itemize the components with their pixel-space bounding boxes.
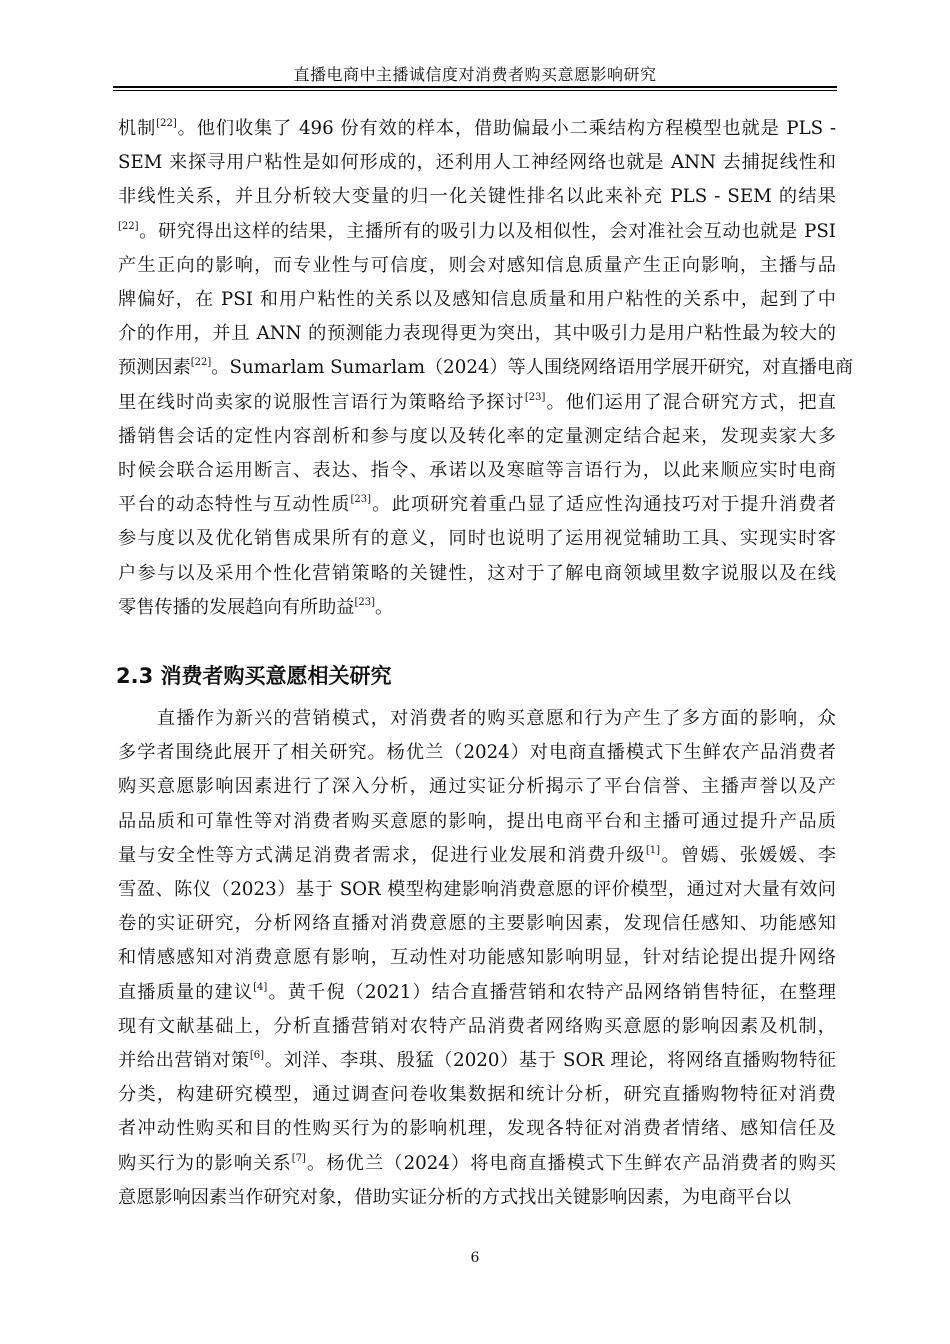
text-segment: 现有文献基础上，分析直播营销对农特产品消费者网络购买意愿的影响因素及机制， [118, 1015, 836, 1037]
text-segment: 牌偏好，在 PSI 和用户粘性的关系以及感知信息质量和用户粘性的关系中，起到了中 [118, 289, 836, 310]
text-segment: 时候会联合运用断言、表达、指令、承诺以及寒暄等言语行为，以此来顺应实时电商 [118, 460, 836, 481]
text-segment: 意愿影响因素当作研究对象，借助实证分析的方式找出关键影响因素，为电商平台以 [118, 1186, 791, 1208]
text-segment: 非线性关系，并且分析较大变量的归一化关键性排名以此来补充 PLS - SEM 的结果 [118, 186, 836, 208]
citation-ref: [1] [645, 844, 661, 856]
text-segment: 介的作用，并且 ANN 的预测能力表现得更为突出，其中吸引力是用户粘性最为较大的 [118, 323, 836, 345]
text-line [118, 1149, 836, 1179]
text-segment: 者冲动性购买和目的性购买行为的影响机理，发现各特征对消费者情绪、感知信任及 [118, 1118, 836, 1140]
text-line [118, 456, 836, 486]
text-line [118, 148, 836, 178]
text-segment: 购买行为的影响关系 [118, 1152, 292, 1174]
text-line [118, 1012, 836, 1042]
text-line [118, 490, 836, 520]
text-line [118, 1114, 836, 1144]
text-segment: 。刘洋、李琪、殷猛（2020）基于 SOR 理论，将网络直播购物特征 [264, 1050, 836, 1071]
text-line [118, 559, 836, 589]
text-line [118, 388, 836, 418]
citation-ref: [22] [118, 220, 139, 232]
text-segment: 量与安全性等方式满足消费者需求，促进行业发展和消费升级 [118, 844, 646, 866]
text-line [118, 807, 836, 837]
text-segment: 。黄千倪（2021）结合直播营销和农特产品网络销售特征，在整理 [267, 981, 836, 1003]
text-segment: 购买意愿影响因素进行了深入分析，通过实证分析揭示了平台信誉、主播声誉以及产 [118, 776, 836, 798]
text-segment: 平台的动态特性与互动性质 [118, 494, 351, 516]
text-segment: 参与度以及优化销售成果所有的意义，同时也说明了运用视觉辅助工具、实现实时客 [118, 528, 836, 550]
page-number: 6 [470, 1250, 480, 1266]
citation-ref: [22] [190, 357, 212, 369]
text-segment: 直播质量的建议 [118, 981, 254, 1003]
text-line [118, 422, 836, 452]
text-segment: 。 [374, 596, 394, 618]
text-line [118, 738, 836, 768]
text-line [118, 909, 836, 939]
header-rule-thin [113, 90, 837, 91]
text-line [118, 353, 854, 383]
text-line [118, 1046, 836, 1076]
text-segment: 零售传播的发展趋向有所助益 [118, 596, 355, 618]
text-line [118, 182, 836, 212]
text-segment: 播销售会话的定性内容剖析和参与度以及转化率的定量测定结合起来，发现卖家大多 [118, 425, 836, 447]
text-segment: 。他们收集了 496 份有效的样本，借助偏最小二乘结构方程模型也就是 PLS - [176, 118, 836, 139]
citation-ref: [23] [350, 494, 372, 506]
text-segment: 户参与以及采用个性化营销策略的关键性，这对于了解电商领域里数字说服以及在线 [118, 562, 836, 584]
text-segment: 。杨优兰（2024）将电商直播模式下生鲜农产品消费者的购买 [305, 1152, 836, 1174]
text-segment: 。他们运用了混合研究方式，把直 [545, 391, 836, 413]
text-segment: 分类，构建研究模型，通过调查问卷收集数据和统计分析，研究直播购物特征对消费 [118, 1084, 836, 1106]
text-segment: 多学者围绕此展开了相关研究。杨优兰（2024）对电商直播模式下生鲜农产品消费者 [118, 742, 836, 764]
text-line [118, 114, 836, 144]
citation-ref: [6] [249, 1050, 265, 1061]
citation-ref: [23] [524, 391, 546, 403]
text-segment: 卷的实证研究，分析网络直播对消费意愿的主要影响因素，发现信任感知、功能感知 [118, 913, 836, 935]
text-line [118, 593, 836, 623]
text-line [118, 943, 836, 973]
text-segment: SEM 来探寻用户粘性是如何形成的，还利用人工神经网络也就是 ANN 去捕捉线性和 [118, 152, 836, 174]
text-line [118, 841, 836, 871]
citation-ref: [4] [253, 981, 268, 993]
text-segment: 。此项研究着重凸显了适应性沟通技巧对于提升消费者 [371, 494, 836, 516]
text-segment: 产生正向的影响，而专业性与可信度，则会对感知信息质量产生正向影响，主播与品 [118, 254, 836, 276]
text-line [118, 772, 836, 802]
text-line [118, 704, 836, 734]
header-rule [113, 86, 837, 88]
text-line [118, 217, 836, 247]
text-segment: 。曾嫣、张媛媛、李 [660, 844, 836, 866]
section-heading: 2.3 消费者购买意愿相关研究 [116, 664, 392, 688]
text-segment: 。Sumarlam Sumarlam（2024）等人围绕网络语用学展开研究，对直播电商 [211, 357, 854, 379]
text-line [118, 319, 836, 349]
text-line [118, 1183, 836, 1213]
text-line [118, 875, 836, 905]
text-segment: 里在线时尚卖家的说服性言语行为策略给予探讨 [118, 391, 525, 413]
text-segment: 机制 [118, 118, 157, 139]
text-segment: 雪盈、陈仪（2023）基于 SOR 模型构建影响消费意愿的评价模型，通过对大量有效问 [118, 879, 836, 900]
text-line [118, 524, 836, 554]
text-segment: 并给出营销对策 [118, 1050, 250, 1071]
running-header: 直播电商中主播诚信度对消费者购买意愿影响研究 [293, 65, 657, 84]
text-line [118, 978, 836, 1008]
text-segment: 品品质和可靠性等对消费者购买意愿的影响，提出电商平台和主播可通过提升产品质 [118, 810, 836, 832]
citation-ref: [22] [156, 118, 177, 129]
citation-ref: [7] [291, 1152, 306, 1164]
text-segment: 预测因素 [118, 357, 191, 379]
text-line [118, 1080, 836, 1110]
text-line [118, 285, 836, 315]
text-line [118, 251, 836, 281]
text-segment: 和情感感知对消费意愿有影响，互动性对功能感知影响明显，针对结论提出提升网络 [118, 947, 836, 969]
text-segment: 。研究得出这样的结果，主播所有的吸引力以及相似性，会对准社会互动也就是 PSI [138, 220, 836, 242]
text-segment: 直播作为新兴的营销模式，对消费者的购买意愿和行为产生了多方面的影响，众 [118, 708, 836, 729]
citation-ref: [23] [354, 596, 375, 608]
